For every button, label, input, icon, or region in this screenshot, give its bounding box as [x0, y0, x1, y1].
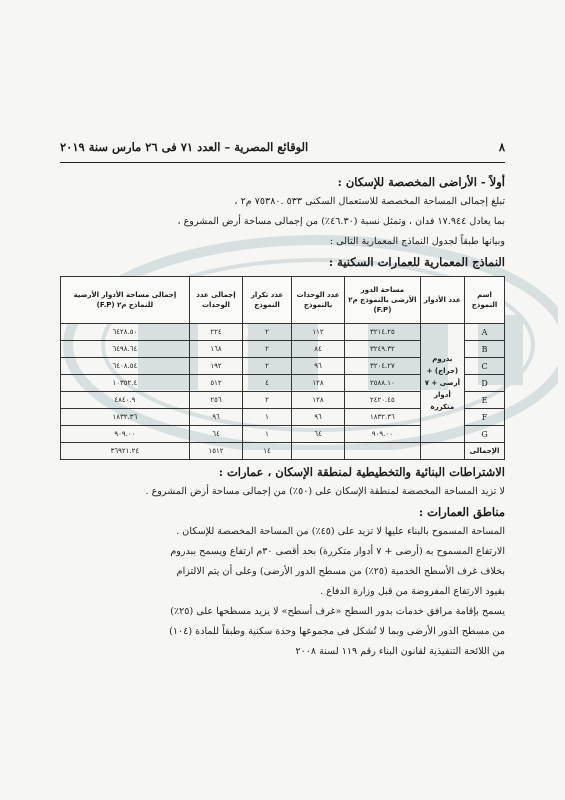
total-fp-cell: ٤٨٤٠.٩	[61, 392, 190, 409]
units-cell: ٩٦	[291, 409, 344, 426]
repeat-cell: ١	[243, 409, 292, 426]
table-heading: النماذج المعمارية للعمارات السكنية :	[328, 255, 505, 269]
column-header: عدد الوحدات بالنموذج	[291, 277, 344, 324]
total-fp-cell: ١٠٣٥٢.٤	[61, 375, 190, 392]
model-cell: B	[465, 341, 505, 358]
fp-cell: ٢٥٨٨.١٠	[345, 375, 420, 392]
page-number: ٨	[498, 140, 505, 154]
paragraph: لا تزيد المساحة المخصصة لمنطقة الإسكان على (٥٠٪) من إجمالى مساحة أرض المشروع .	[145, 486, 505, 497]
units-cell: ١٢٨	[291, 392, 344, 409]
units-cell: ٨٤	[291, 341, 344, 358]
table-total-row	[61, 443, 505, 460]
paragraph: وبيانها طبقاً لجدول النماذج المعمارية التالى :	[329, 236, 505, 247]
models-table-container	[60, 276, 505, 460]
paragraph: بخلاف غرف الأسطح الخدمية (٢٥٪) من مسطح الدور الأرضى) وعلى أن يتم الالتزام	[176, 566, 505, 577]
units-cell: ١٢٨	[291, 375, 344, 392]
model-cell: A	[465, 324, 505, 341]
model-cell: G	[465, 426, 505, 443]
paragraph: من اللائحة التنفيذية لقانون البناء رقم ١١٩ لسنة ٢٠٠٨	[295, 646, 505, 657]
column-header: إجمالى عدد الوحدات	[189, 277, 242, 324]
empty-cell	[420, 443, 464, 460]
floors-cell: بدروم (جراج) + أرضى + ٧ أدوار متكررة	[420, 324, 464, 443]
fp-cell: ٢٤٢٠.٤٥	[345, 392, 420, 409]
paragraph: تبلغ إجمالى المساحة المخصصة للاستعمال السكنى ٥٣٣ .٧٥٣٨٠ م٢ ،	[234, 196, 505, 207]
header-title: الوقائع المصرية – العدد ٧١ فى ٢٦ مارس سنة ٢٠١٩	[60, 140, 309, 154]
page-header	[60, 138, 505, 156]
paragraph: من مسطح الدور الأرضى وبما لا تُشكل فى مجموعها وحدة سكنية وطبقاً للمادة (١٠٤)	[169, 626, 505, 637]
model-cell: C	[465, 358, 505, 375]
section-heading-building-areas: مناطق العمارات :	[418, 505, 505, 519]
header-divider	[60, 162, 505, 163]
paragraph: المساحة المسموح بالبناء عليها لا تزيد على (٤٥٪) من المساحة المخصصة للإسكان .	[176, 526, 505, 537]
repeat-cell: ٢	[243, 358, 292, 375]
total-units-cell: ١٩٢	[189, 358, 242, 375]
repeat-cell: ١	[243, 426, 292, 443]
column-header: عدد الأدوار	[420, 277, 464, 324]
total-units-cell: ٥١٢	[189, 375, 242, 392]
total-fp-cell: ٦٤٢٨.٥٠	[61, 324, 190, 341]
repeat-cell: ٢	[243, 392, 292, 409]
total-units-sum-cell: ١٥١٢	[189, 443, 242, 460]
total-fp-sum-cell: ٣٦٩٢١.٢٤	[61, 443, 190, 460]
fp-cell: ٣٢٤٩.٣٢	[345, 341, 420, 358]
models-table	[60, 276, 505, 460]
total-fp-cell: ١٨٣٢.٣٦	[61, 409, 190, 426]
units-cell: ٩٦	[291, 358, 344, 375]
section-heading-building-conditions: الاشتراطات البنائية والتخطيطية لمنطقة الإسكان ، عمارات :	[218, 465, 505, 479]
total-fp-cell: ٦٤٠٨.٥٤	[61, 358, 190, 375]
table-row	[61, 324, 505, 341]
table-header-row	[61, 277, 505, 324]
total-units-cell: ٢٥٦	[189, 392, 242, 409]
total-fp-cell: ٩٠٩.٠٠	[61, 426, 190, 443]
model-cell: D	[465, 375, 505, 392]
total-units-cell: ٢٢٤	[189, 324, 242, 341]
repeat-cell: ٢	[243, 341, 292, 358]
empty-cell	[345, 443, 420, 460]
section-heading-housing: أولاً - الأراضى المخصصة للإسكان :	[337, 175, 505, 189]
paragraph: يسمح بإقامة مرافق خدمات بدور السطح «غرف أسطح» لا يزيد مسطحها على (٢٥٪)	[170, 606, 505, 617]
empty-cell	[291, 443, 344, 460]
fp-cell: ١٨٣٢.٣٦	[345, 409, 420, 426]
fp-cell: ٩٠٩.٠٠	[345, 426, 420, 443]
paragraph: بما يعادل ١٧.٩٤٤ فدان ، وتمثل نسبة (٤٦.٣٠٪) من إجمالى مساحة أرض المشروع ،	[177, 216, 505, 227]
total-label-cell: الإجمالى	[465, 443, 505, 460]
paragraph: الارتفاع المسموح به (أرضى + ٧ أدوار متكررة) بحد أقصى ٣٠م ارتفاع ويسمح ببدروم	[170, 546, 505, 557]
paragraph: بقيود الارتفاع المفروضة من قبل وزارة الدفاع .	[320, 586, 505, 597]
column-header: مساحة الدور الأرضى بالنموذج م٢ (F.P)	[345, 277, 420, 324]
document-body	[60, 172, 505, 662]
model-cell: F	[465, 409, 505, 426]
repeat-cell: ٢	[243, 324, 292, 341]
total-repeat-cell: ١٤	[243, 443, 292, 460]
units-cell: ٦٤	[291, 426, 344, 443]
column-header: عدد تكرار النموذج	[243, 277, 292, 324]
column-header: اسم النموذج	[465, 277, 505, 324]
total-units-cell: ٩٦	[189, 409, 242, 426]
total-units-cell: ٦٤	[189, 426, 242, 443]
total-fp-cell: ٦٤٩٨.٦٤	[61, 341, 190, 358]
fp-cell: ٣٢١٤.٢٥	[345, 324, 420, 341]
model-cell: E	[465, 392, 505, 409]
units-cell: ١١٢	[291, 324, 344, 341]
fp-cell: ٣٢٠٤.٢٧	[345, 358, 420, 375]
total-units-cell: ١٦٨	[189, 341, 242, 358]
repeat-cell: ٤	[243, 375, 292, 392]
column-header: إجمالى مساحة الأدوار الأرضية للنماذج م٢ (F.P)	[61, 277, 190, 324]
